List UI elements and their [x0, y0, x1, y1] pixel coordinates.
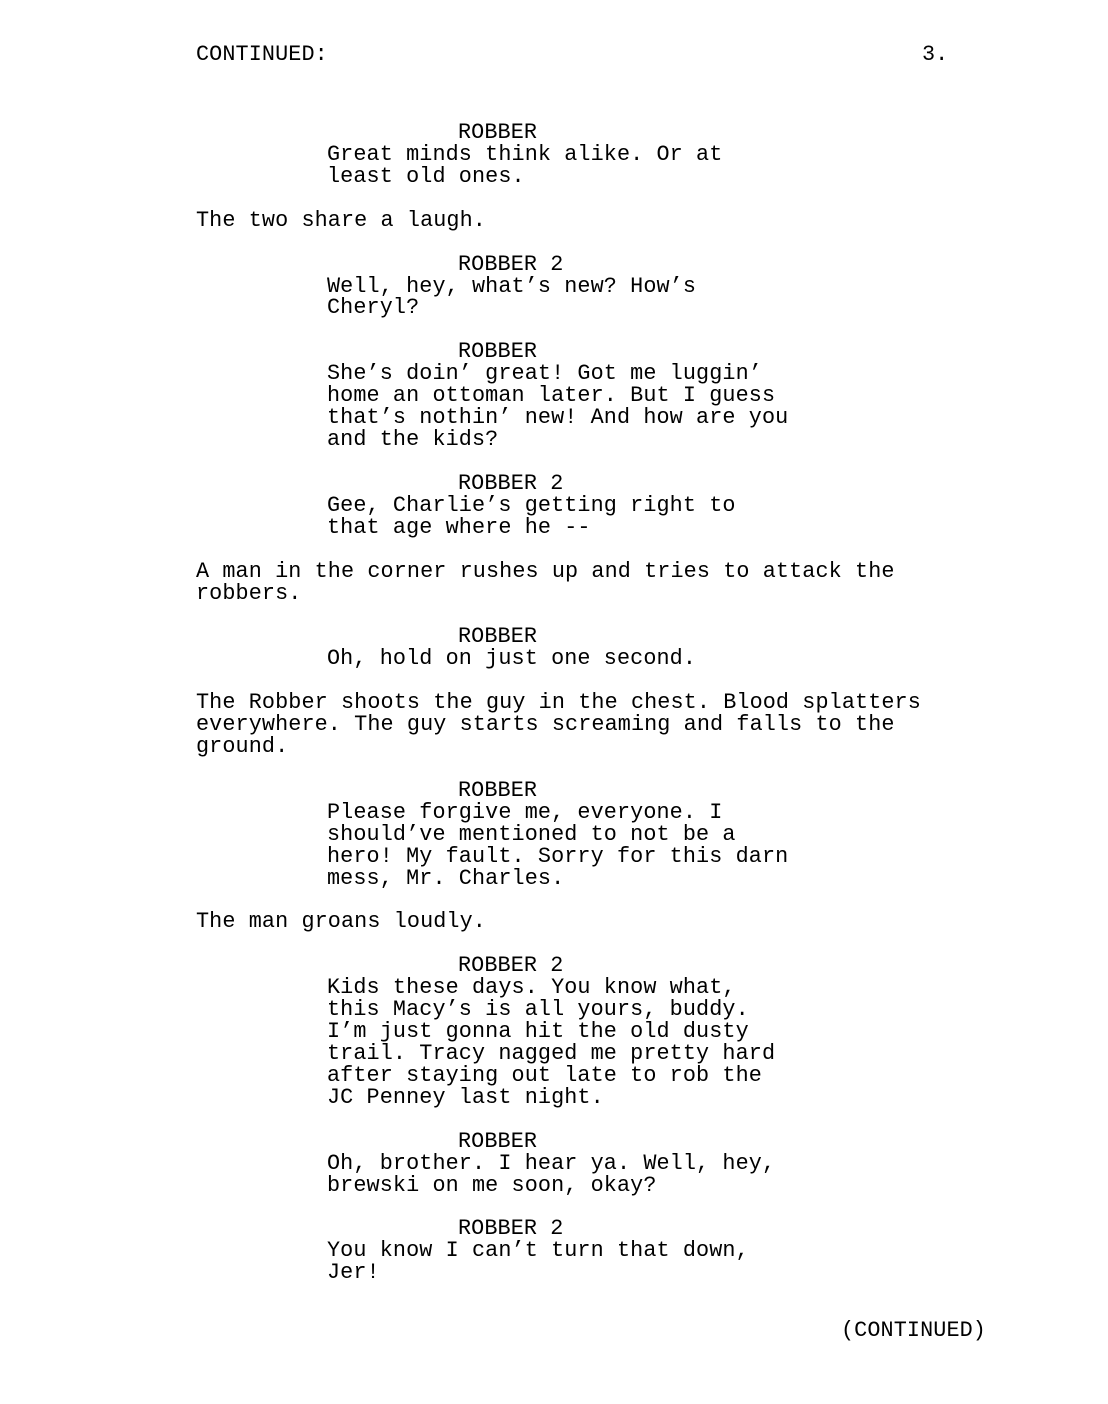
action-text: A man in the corner rushes up and tries to attack the robbers.: [196, 558, 895, 606]
action-text: The Robber shoots the guy in the chest. Blood splatters everywhere. The guy starts screaming and falls to the ground.: [196, 690, 921, 760]
dialogue-text: You know I can’t turn that down, Jer!: [327, 1238, 749, 1286]
page-number: 3.: [922, 42, 949, 67]
dialogue-text: Kids these days. You know what, this Macy’s is all yours, buddy. I’m just gonna hit the old dusty trail. Tracy nagged me pretty hard after staying out late to rob the JC Penney last night.: [327, 975, 776, 1110]
continued-header: CONTINUED:: [196, 42, 328, 67]
dialogue-text: Gee, Charlie’s getting right to that age where he --: [327, 492, 736, 540]
dialogue-text: Oh, hold on just one second.: [327, 646, 697, 672]
action-text: The man groans loudly.: [196, 909, 486, 935]
character-name: ROBBER 2: [458, 251, 564, 277]
character-name: ROBBER 2: [458, 1216, 564, 1242]
character-name: ROBBER: [458, 624, 538, 650]
character-name: ROBBER: [458, 120, 538, 145]
character-name: ROBBER 2: [458, 953, 564, 979]
script-body: [196, 122, 936, 1306]
character-name: ROBBER 2: [458, 470, 564, 496]
character-name: ROBBER: [458, 777, 538, 803]
dialogue-text: She’s doin’ great! Got me luggin’ home an ottoman later. But I guess that’s nothin’ new! And how are you and the kids?: [327, 361, 789, 452]
dialogue-text: Great minds think alike. Or at least old ones.: [327, 141, 723, 189]
action-text: The two share a laugh.: [196, 207, 486, 233]
dialogue-text: Oh, brother. I hear ya. Well, hey, brewski on me soon, okay?: [327, 1150, 776, 1198]
dialogue-text: Well, hey, what’s new? How’s Cheryl?: [327, 273, 697, 321]
dialogue-text: Please forgive me, everyone. I should’ve mentioned to not be a hero! My fault. Sorry for this darn mess, Mr. Charles.: [327, 799, 789, 891]
character-name: ROBBER: [458, 1128, 538, 1154]
continued-footer: (CONTINUED): [841, 1318, 986, 1343]
character-name: ROBBER: [458, 339, 538, 365]
